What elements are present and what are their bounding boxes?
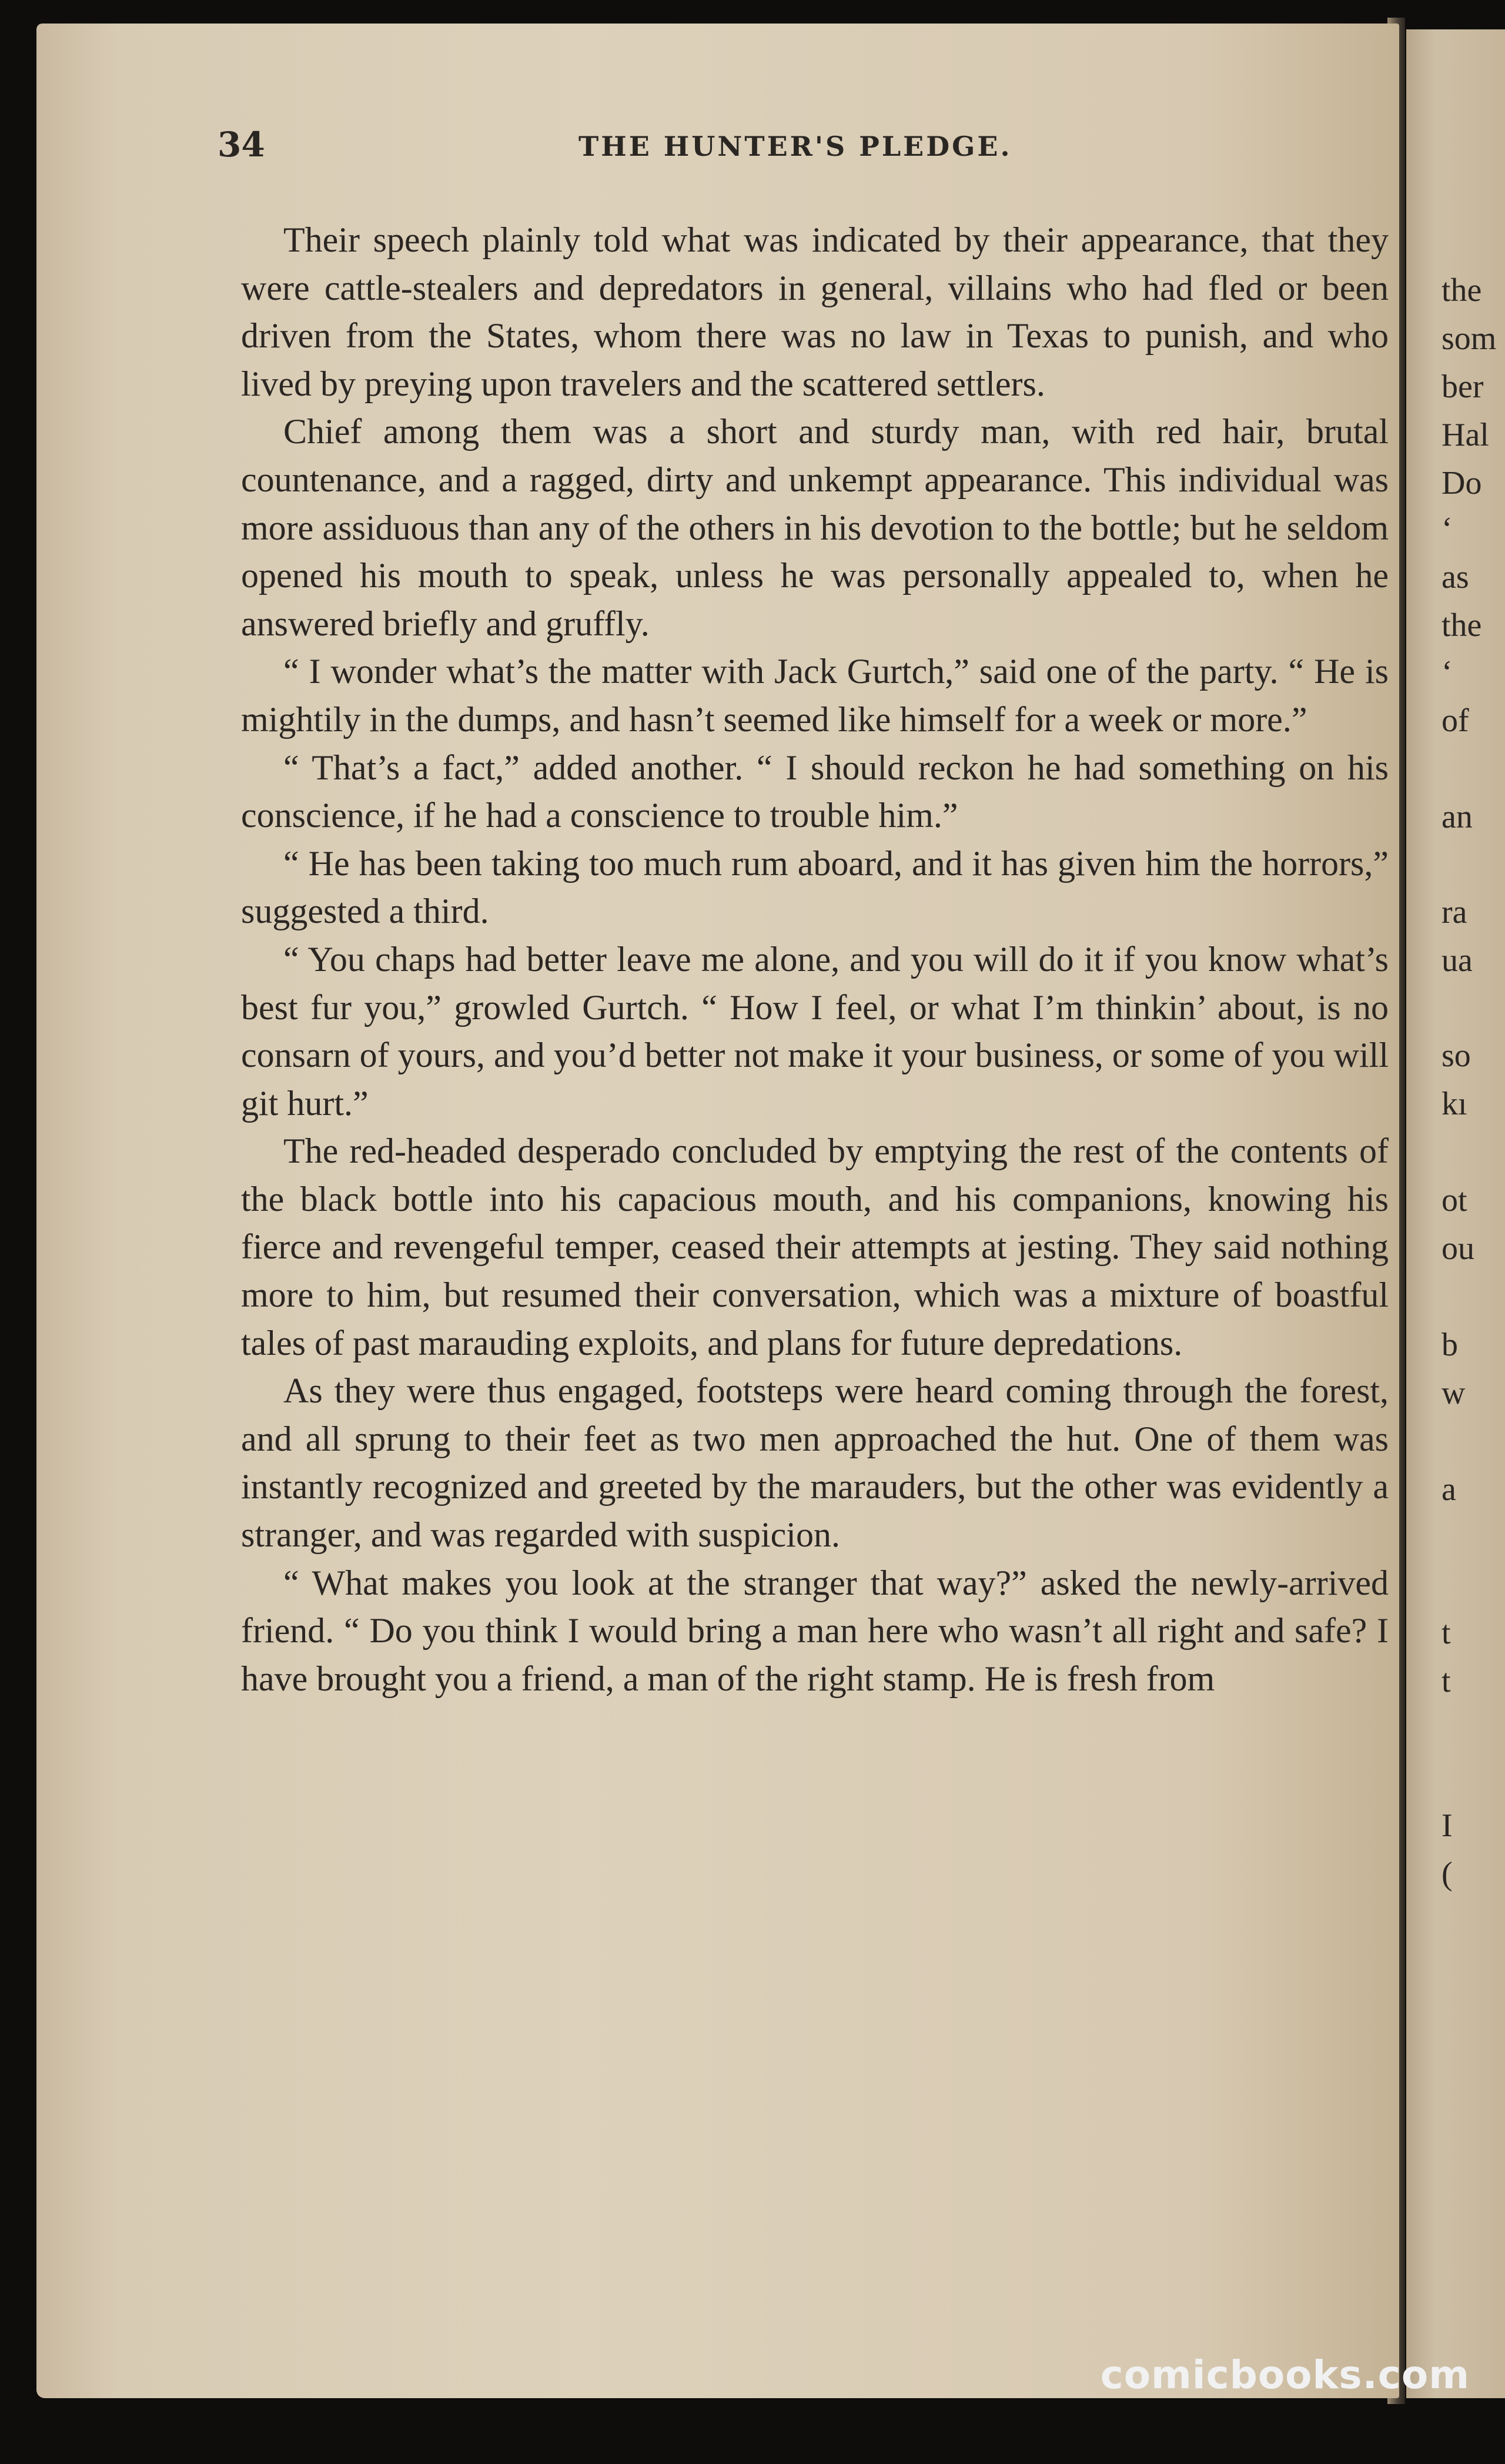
fragment: ot [1442, 1182, 1467, 1218]
paragraph: “ You chaps had better leave me alone, and you will do it if you know what’s best fur you,” growled Gurtch. “ How I feel, or what I’m thinkin’ about, is no consarn of yours, and you’d better not make it your business, or some of you will git hurt.” [241, 939, 1389, 1123]
paragraph: “ He has been taking too much rum aboard, and it has given him the horrors,” suggested a third. [241, 843, 1389, 931]
fragment: ra [1442, 894, 1467, 930]
paragraph: “ That’s a fact,” added another. “ I should reckon he had something on his conscience, if he had a conscience to trouble him.” [241, 748, 1389, 835]
fragment: the [1442, 607, 1482, 644]
fragment: ‘ [1442, 654, 1453, 691]
watermark-text: comicbooks.com [1100, 2352, 1470, 2398]
fragment: ua [1442, 942, 1473, 979]
body-text [241, 216, 1389, 1703]
fragment: the [1442, 272, 1482, 309]
fragment: Do [1442, 465, 1482, 501]
paragraph: “ What makes you look at the stranger that way?” asked the newly-arrived friend. “ Do you think I would bring a man here who wasn’t all right and safe? I have brought you a friend, a man of the right stamp. He is fresh from [241, 1563, 1389, 1698]
page-number: 34 [218, 125, 265, 165]
fragment: b [1442, 1327, 1458, 1363]
running-head: THE HUNTER'S PLEDGE. [578, 130, 1012, 162]
fragment: an [1442, 799, 1473, 835]
fragment: ou [1442, 1230, 1474, 1267]
paragraph: “ I wonder what’s the matter with Jack Gurtch,” said one of the party. “ He is mightily in the dumps, and hasn’t seemed like himself for a week or more.” [241, 652, 1389, 739]
fragment: som [1442, 320, 1497, 357]
paragraph: Chief among them was a short and sturdy man, with red hair, brutal countenance, and a ragged, dirty and unkempt appearance. This individual was more assiduous than any of the others in his devotion to the bottle; but he seldom opened his mouth to speak, unless he was personally appealed to, when he answered briefly and gruffly. [241, 412, 1389, 643]
fragment: w [1442, 1375, 1466, 1411]
fragment: as [1442, 559, 1469, 595]
paragraph: Their speech plainly told what was indicated by their appearance, that they were cattle-stealers and depredators in general, villains who had fled or been driven from the States, whom there was no law in Texas to punish, and who lived by preying upon travelers and the scattered settlers. [241, 220, 1389, 403]
fragment: of [1442, 702, 1469, 739]
fragment: I [1442, 1807, 1453, 1844]
fragment: ber [1442, 369, 1484, 405]
fragment: t [1442, 1615, 1451, 1651]
fragment: Hal [1442, 417, 1489, 453]
fragment: ( [1442, 1856, 1453, 1892]
paragraph: As they were thus engaged, footsteps were heard coming through the forest, and all sprung to their feet as two men approached the hut. One of them was instantly recognized and greeted by the marauders, but the other was evidently a stranger, and was regarded with suspicion. [241, 1371, 1389, 1555]
fragment: kı [1442, 1086, 1467, 1122]
page-header [218, 125, 1393, 178]
fragment: a [1442, 1471, 1456, 1508]
fragment: so [1442, 1037, 1471, 1074]
fragment: ‘ [1442, 511, 1453, 547]
paragraph: The red-headed desperado concluded by emptying the rest of the contents of the black bottle into his capacious mouth, and his companions, knowing his fierce and revengeful temper, ceased their attempts at jesting. They said nothing more to him, but resumed their conversation, which was a mixture of boastful tales of past marauding exploits, and plans for future depredations. [241, 1131, 1389, 1362]
fragment: t [1442, 1663, 1451, 1699]
